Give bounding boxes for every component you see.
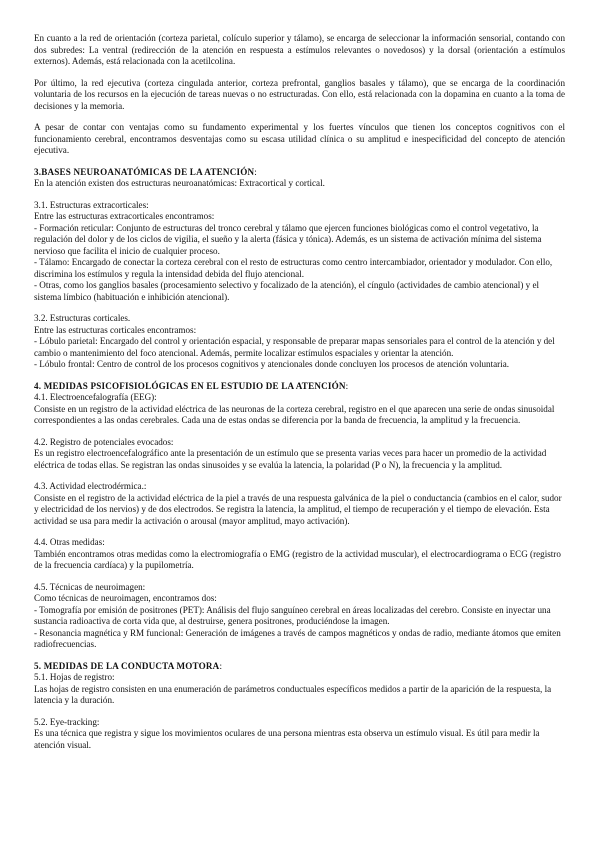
subsection-4-4-title: 4.4. Otras medidas: — [34, 537, 105, 547]
section-5-heading-colon: : — [219, 660, 222, 671]
subsection-3-2-title: 3.2. Estructuras corticales. — [34, 313, 131, 323]
section-4-heading: 4. MEDIDAS PSICOFISIOLÓGICAS EN EL ESTUDIO DE LA ATENCIÓN — [34, 380, 346, 391]
list-item-reticular-formation: - Formación reticular: Conjunto de estructuras del tronco cerebral y tálamo que ejercen funciones biológicas como el control vegetativo, la regulación del dolor y de los ciclos de vigilia, el sueño y la alerta (fásica y tónica). Además, es un sistema de activación mínima del sistema nervioso que facilita el inicio de cualquier proceso. — [34, 222, 542, 256]
subsection-3-1-lead: Entre las estructuras extracorticales encontramos: — [34, 211, 215, 221]
section-3-heading-colon: : — [254, 166, 257, 177]
subsection-electrodermal — [34, 481, 565, 527]
subsection-5-2-title: 5.2. Eye-tracking: — [34, 716, 100, 727]
subsection-other-measures — [34, 537, 565, 572]
subsection-3-2-lead: Entre las estructuras corticales encontramos: — [34, 324, 197, 335]
subsection-record-sheets — [34, 661, 565, 707]
subsection-cortical — [34, 313, 565, 371]
section-3-heading-line — [34, 167, 565, 179]
subsection-5-2-body: Es una técnica que registra y sigue los movimientos oculares de una persona mientras esta observa un estímulo visual. Es útil para medir la atención visual. — [34, 728, 540, 750]
section-3-heading: 3.BASES NEUROANATÓMICAS DE LA ATENCIÓN — [34, 166, 255, 177]
subsection-4-4-body: También encontramos otras medidas como la electromiografía o EMG (registro de la actividad muscular), el electrocardiograma o ECG (registro de la frecuencia cardíaca) y la pupilometría. — [34, 548, 561, 570]
paragraph-executive-network: Por último, la red ejecutiva (corteza cingulada anterior, corteza prefrontal, ganglios basales y tálamo), que se encarga de la coordinación voluntaria de los recursos en la ejecución de tareas nuevas o no estructuradas. Con ello, está relacionada con la dopamina en cuanto a la toma de decisiones y la memoria. — [34, 77, 565, 111]
subsection-4-2-title: 4.2. Registro de potenciales evocados: — [34, 436, 174, 447]
subsection-4-2-body: Es un registro electroencefalográfico ante la presentación de un estímulo que se presenta varias veces para hacer un promedio de la actividad eléctrica de todas ellas. Se registran las ondas sinusoides y se evalúa la latencia, la polaridad (P o N), la frecuencia y la amplitud. — [34, 448, 547, 470]
section-5-heading-line — [34, 661, 565, 673]
list-item-parietal-lobe: - Lóbulo parietal: Encargado del control y orientación espacial, y responsable de preparar mapas sensoriales para el control de la atención y del cambio o mantenimiento del foco atencional. Además, permite localizar estímulos espaciales y orientar la atención. — [34, 336, 555, 358]
section-3-intro: En la atención existen dos estructuras neuroanatómicas: Extracortical y cortical. — [34, 178, 325, 188]
list-item-other-structures: - Otras, como los ganglios basales (procesamiento selectivo y focalizado de la atención), el cíngulo (actividades de cambio atencional) y el sistema límbico (habituación e inhibición atencional). — [34, 280, 540, 302]
subsection-extracortical — [34, 200, 565, 304]
subsection-5-1-title: 5.1. Hojas de registro: — [34, 672, 115, 682]
subsection-4-1-body: Consiste en un registro de la actividad eléctrica de las neuronas de la corteza cerebral, registro en el que aparecen una serie de ondas sinusoidal correspondientes a las ondas cerebrales. Cada una de estas ondas se diferencia por la banda de frecuencia, la amplitud y la frecuencia. — [34, 403, 555, 425]
subsection-evoked-potentials — [34, 437, 565, 472]
subsection-neuroimaging — [34, 582, 565, 651]
paragraph-advantages: A pesar de contar con ventajas como su fundamento experimental y los fuertes vínculos que tienen los conceptos cognitivos con el funcionamiento cerebral, encontramos desventajas como su escasa utilidad clínica o su amplitud e inespecificidad del concepto de atención ejecutiva. — [34, 122, 565, 155]
list-item-thalamus: - Tálamo: Encargado de conectar la corteza cerebral con el resto de estructuras como centro intercambiador, orientador y modulador. Con ello, discrimina los estímulos y regula la intensidad debida del flujo atencional. — [34, 257, 553, 279]
subsection-eeg — [34, 381, 565, 427]
section-4-heading-line — [34, 381, 565, 393]
subsection-4-5-title: 4.5. Técnicas de neuroimagen: — [34, 581, 146, 592]
subsection-eye-tracking — [34, 717, 565, 752]
subsection-5-1-body: Las hojas de registro consisten en una enumeración de parámetros conductuales específicos medidos a partir de la aparición de la respuesta, la latencia y la duración. — [34, 683, 552, 705]
section-neuroanatomy — [34, 167, 565, 190]
list-item-mri: - Resonancia magnética y RM funcional: Generación de imágenes a través de campos magnéticos y ondas de radio, mediante átomos que emiten radiofrecuencias. — [34, 627, 561, 649]
subsection-4-5-lead: Como técnicas de neuroimagen, encontramos dos: — [34, 593, 217, 603]
section-5-heading: 5. MEDIDAS DE LA CONDUCTA MOTORA — [34, 660, 220, 671]
paragraph-orientation-network: En cuanto a la red de orientación (corteza parietal, colículo superior y tálamo), se encarga de seleccionar la información sensorial, contando con dos subredes: La ventral (redirección de la atención en respuesta a estímulos relevantes o novedosos) y la dorsal (orientación a estímulos externos). Además, está relacionada con la acetilcolina. — [34, 33, 565, 66]
section-4-heading-colon: : — [345, 380, 349, 391]
subsection-4-3-body: Consiste en el registro de la actividad eléctrica de la piel a través de una respuesta galvánica de la piel o conductancia (cambios en el calor, sudor y electricidad de los nervios) y de dos electrodos. Se registra la latencia, la amplitud, el tiempo de recuperación y el tiempo de elevación. Esta actividad se usa para medir la activación o arousal (mayor amplitud, mayo activación). — [34, 492, 562, 526]
subsection-4-1-title: 4.1. Electroencefalografía (EEG): — [34, 392, 157, 402]
list-item-frontal-lobe: - Lóbulo frontal: Centro de control de los procesos cognitivos y atencionales donde concluyen los procesos de atención voluntaria. — [34, 359, 510, 369]
subsection-4-3-title: 4.3. Actividad electrodérmica.: — [34, 481, 147, 491]
list-item-pet: - Tomografía por emisión de positrones (PET): Análisis del flujo sanguíneo cerebral en áreas localizadas del cerebro. Consiste en inyectar una sustancia radioactiva de corta vida que, al destruirse, genera positrones, produciéndose la imagen. — [34, 604, 551, 626]
subsection-3-1-title: 3.1. Estructuras extracorticales: — [34, 199, 149, 210]
